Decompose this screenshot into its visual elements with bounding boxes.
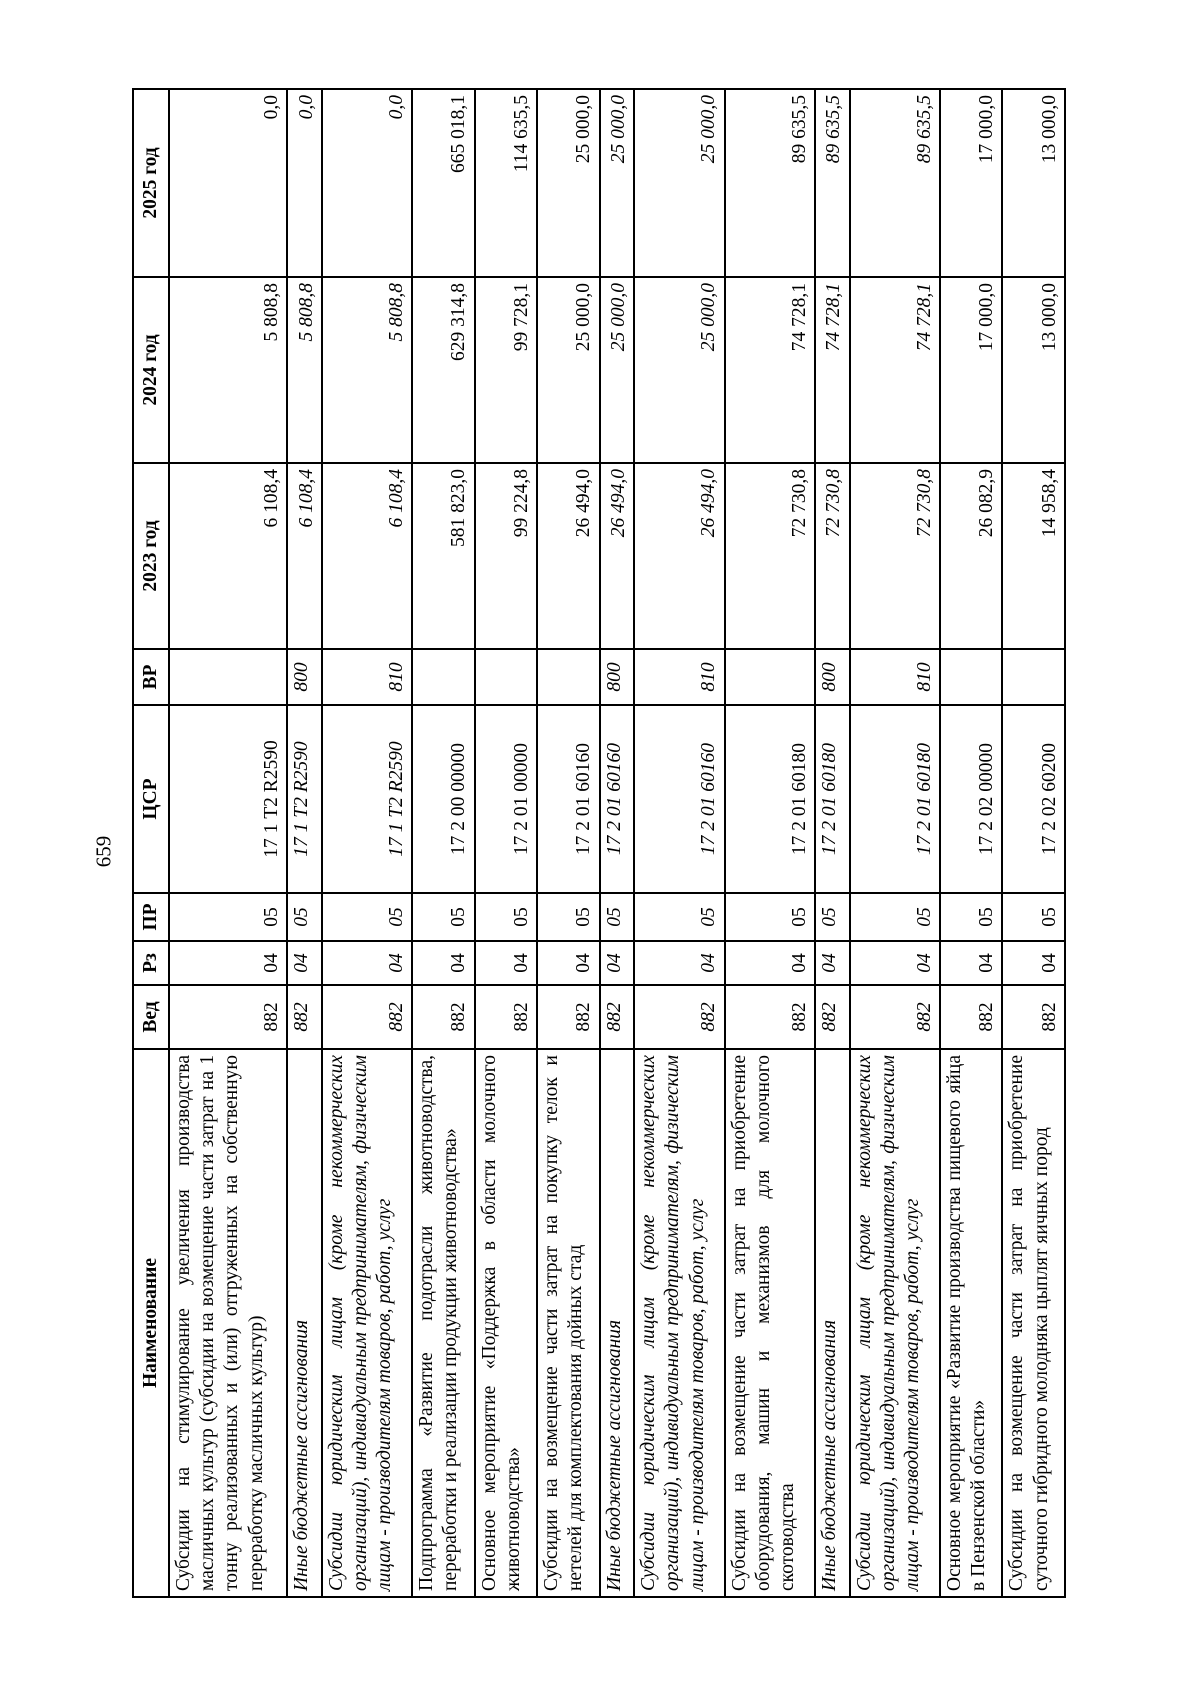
cell-name: Основное мероприятие «Развитие производства пищевого яйца в Пензенской области»: [940, 1049, 1003, 1597]
cell-ved: 882: [600, 985, 635, 1049]
cell-name: Субсидии юридическим лицам (кроме некоммерческих организаций), индивидуальным предпринимателям, физическим лицам - производителям товаров, работ, услуг: [634, 1049, 724, 1597]
cell-ved: 882: [850, 985, 940, 1049]
cell-rz: 04: [725, 941, 815, 985]
table-body: [169, 89, 1065, 1597]
cell-csr: 17 2 01 60160: [634, 705, 724, 893]
header-ved: Вед: [133, 985, 169, 1049]
cell-ved: 882: [169, 985, 287, 1049]
cell-rz: 04: [815, 941, 850, 985]
cell-pr: 05: [322, 893, 412, 941]
cell-2025: 89 635,5: [725, 89, 815, 277]
cell-2024: 74 728,1: [725, 277, 815, 463]
cell-2025: 89 635,5: [815, 89, 850, 277]
cell-2024: 25 000,0: [537, 277, 600, 463]
cell-2023: 26 494,0: [537, 463, 600, 649]
cell-pr: 05: [940, 893, 1003, 941]
cell-csr: 17 1 Т2 R2590: [322, 705, 412, 893]
cell-ved: 882: [287, 985, 322, 1049]
cell-2023: 72 730,8: [850, 463, 940, 649]
budget-table: [132, 88, 1066, 1598]
cell-pr: 05: [725, 893, 815, 941]
cell-csr: 17 2 01 00000: [475, 705, 538, 893]
table-row: [412, 89, 475, 1597]
cell-2024: 99 728,1: [475, 277, 538, 463]
cell-rz: 04: [1002, 941, 1065, 985]
table-row: [287, 89, 322, 1597]
cell-2023: 581 823,0: [412, 463, 475, 649]
cell-name: Субсидии юридическим лицам (кроме некоммерческих организаций), индивидуальным предпринимателям, физическим лицам - производителям товаров, работ, услуг: [850, 1049, 940, 1597]
cell-name: Субсидии на возмещение части затрат на покупку телок и нетелей для комплектования дойных стад: [537, 1049, 600, 1597]
header-2025: 2025 год: [133, 89, 169, 277]
header-2024: 2024 год: [133, 277, 169, 463]
cell-2025: 89 635,5: [850, 89, 940, 277]
cell-2024: 25 000,0: [600, 277, 635, 463]
cell-name: Иные бюджетные ассигнования: [815, 1049, 850, 1597]
cell-2023: 26 082,9: [940, 463, 1003, 649]
header-vr: ВР: [133, 649, 169, 705]
cell-csr: 17 2 01 60180: [725, 705, 815, 893]
cell-2025: 25 000,0: [537, 89, 600, 277]
cell-name: Субсидии на возмещение части затрат на приобретение оборудования, машин и механизмов для молочного скотоводства: [725, 1049, 815, 1597]
cell-2025: 13 000,0: [1002, 89, 1065, 277]
cell-vr: [475, 649, 538, 705]
table-row: [815, 89, 850, 1597]
cell-2024: 25 000,0: [634, 277, 724, 463]
cell-pr: 05: [537, 893, 600, 941]
header-2023: 2023 год: [133, 463, 169, 649]
cell-ved: 882: [537, 985, 600, 1049]
cell-ved: 882: [1002, 985, 1065, 1049]
cell-2023: 6 108,4: [322, 463, 412, 649]
cell-csr: 17 2 02 00000: [940, 705, 1003, 893]
cell-vr: 810: [634, 649, 724, 705]
cell-2025: 25 000,0: [600, 89, 635, 277]
cell-ved: 882: [412, 985, 475, 1049]
cell-2025: 114 635,5: [475, 89, 538, 277]
cell-name: Иные бюджетные ассигнования: [287, 1049, 322, 1597]
cell-2025: 0,0: [287, 89, 322, 277]
cell-ved: 882: [815, 985, 850, 1049]
table-row: [322, 89, 412, 1597]
cell-2023: 26 494,0: [634, 463, 724, 649]
cell-2023: 6 108,4: [287, 463, 322, 649]
cell-2023: 99 224,8: [475, 463, 538, 649]
table-row: [850, 89, 940, 1597]
table-row: [537, 89, 600, 1597]
cell-2024: 5 808,8: [322, 277, 412, 463]
cell-name: Субсидии на стимулирование увеличения производства масличных культур (субсидии на возмещение части затрат на 1 тонну реализованных и (или) отгруженных на собственную переработку масличных культур): [169, 1049, 287, 1597]
cell-ved: 882: [634, 985, 724, 1049]
cell-csr: 17 2 02 60200: [1002, 705, 1065, 893]
cell-vr: 800: [600, 649, 635, 705]
cell-2024: 74 728,1: [850, 277, 940, 463]
cell-vr: [537, 649, 600, 705]
cell-2025: 0,0: [322, 89, 412, 277]
cell-rz: 04: [600, 941, 635, 985]
cell-rz: 04: [537, 941, 600, 985]
cell-vr: 810: [322, 649, 412, 705]
header-name: Наименование: [133, 1049, 169, 1597]
cell-csr: 17 1 Т2 R2590: [287, 705, 322, 893]
cell-csr: 17 2 00 00000: [412, 705, 475, 893]
cell-name: Основное мероприятие «Поддержка в области молочного животноводства»: [475, 1049, 538, 1597]
table-row: [725, 89, 815, 1597]
header-row: [133, 89, 169, 1597]
cell-rz: 04: [475, 941, 538, 985]
cell-rz: 04: [412, 941, 475, 985]
cell-pr: 05: [475, 893, 538, 941]
cell-2023: 72 730,8: [725, 463, 815, 649]
cell-name: Субсидии юридическим лицам (кроме некоммерческих организаций), индивидуальным предпринимателям, физическим лицам - производителям товаров, работ, услуг: [322, 1049, 412, 1597]
table-row: [1002, 89, 1065, 1597]
header-rz: Рз: [133, 941, 169, 985]
cell-2024: 629 314,8: [412, 277, 475, 463]
cell-csr: 17 2 01 60180: [850, 705, 940, 893]
table-row: [634, 89, 724, 1597]
table-row: [600, 89, 635, 1597]
cell-2025: 17 000,0: [940, 89, 1003, 277]
cell-pr: 05: [412, 893, 475, 941]
cell-pr: 05: [600, 893, 635, 941]
header-csr: ЦСР: [133, 705, 169, 893]
table-row: [940, 89, 1003, 1597]
rotated-table-container: [132, 90, 1066, 1598]
cell-ved: 882: [725, 985, 815, 1049]
cell-ved: 882: [475, 985, 538, 1049]
page-number: 659: [91, 835, 116, 868]
cell-rz: 04: [940, 941, 1003, 985]
cell-rz: 04: [634, 941, 724, 985]
cell-2025: 0,0: [169, 89, 287, 277]
cell-2024: 17 000,0: [940, 277, 1003, 463]
cell-csr: 17 2 01 60160: [537, 705, 600, 893]
cell-rz: 04: [287, 941, 322, 985]
cell-ved: 882: [322, 985, 412, 1049]
cell-rz: 04: [322, 941, 412, 985]
cell-rz: 04: [169, 941, 287, 985]
cell-vr: 810: [850, 649, 940, 705]
cell-2024: 5 808,8: [169, 277, 287, 463]
header-pr: ПР: [133, 893, 169, 941]
cell-rz: 04: [850, 941, 940, 985]
cell-pr: 05: [287, 893, 322, 941]
cell-csr: 17 2 01 60180: [815, 705, 850, 893]
cell-2024: 5 808,8: [287, 277, 322, 463]
table-row: [169, 89, 287, 1597]
cell-csr: 17 1 Т2 R2590: [169, 705, 287, 893]
cell-name: Субсидии на возмещение части затрат на приобретение суточного гибридного молодняка цыплят яичных пород: [1002, 1049, 1065, 1597]
table-row: [475, 89, 538, 1597]
cell-vr: [1002, 649, 1065, 705]
cell-name: Подпрограмма «Развитие подотрасли животноводства, переработки и реализации продукции животноводства»: [412, 1049, 475, 1597]
cell-vr: [940, 649, 1003, 705]
cell-pr: 05: [815, 893, 850, 941]
cell-2023: 6 108,4: [169, 463, 287, 649]
cell-vr: [412, 649, 475, 705]
cell-vr: 800: [815, 649, 850, 705]
cell-2023: 26 494,0: [600, 463, 635, 649]
cell-pr: 05: [634, 893, 724, 941]
cell-pr: 05: [169, 893, 287, 941]
cell-2024: 74 728,1: [815, 277, 850, 463]
cell-2025: 665 018,1: [412, 89, 475, 277]
cell-pr: 05: [850, 893, 940, 941]
cell-2024: 13 000,0: [1002, 277, 1065, 463]
cell-pr: 05: [1002, 893, 1065, 941]
cell-name: Иные бюджетные ассигнования: [600, 1049, 635, 1597]
cell-2025: 25 000,0: [634, 89, 724, 277]
cell-vr: [169, 649, 287, 705]
cell-ved: 882: [940, 985, 1003, 1049]
cell-vr: [725, 649, 815, 705]
cell-2023: 72 730,8: [815, 463, 850, 649]
cell-2023: 14 958,4: [1002, 463, 1065, 649]
cell-csr: 17 2 01 60160: [600, 705, 635, 893]
cell-vr: 800: [287, 649, 322, 705]
